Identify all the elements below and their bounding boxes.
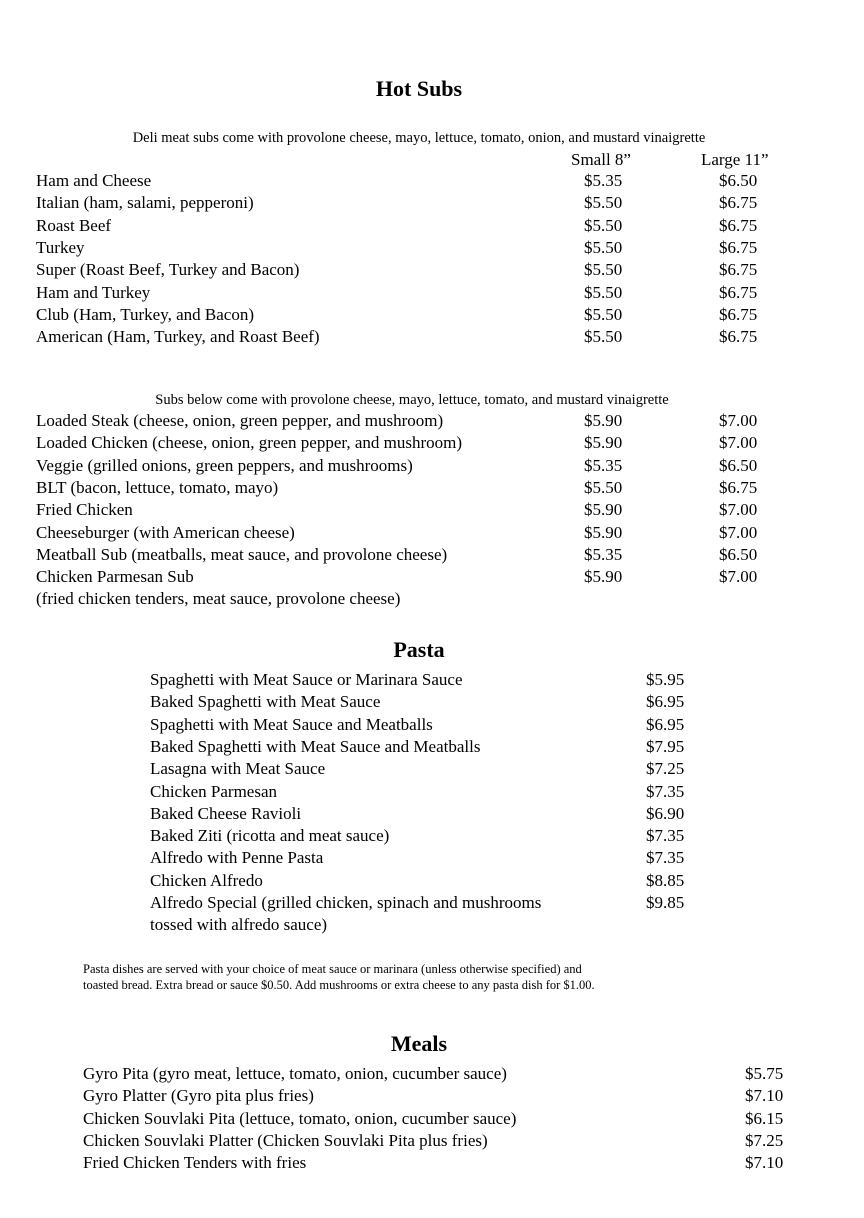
price: $5.75 [745, 1064, 784, 1083]
menu-row [0, 170, 864, 192]
item-name: Cheeseburger (with American cheese) [36, 522, 295, 542]
item-name: Spaghetti with Meat Sauce or Marinara Sauce [150, 670, 463, 689]
menu-row [0, 499, 864, 521]
menu-row [0, 326, 864, 348]
menu-row [0, 304, 864, 326]
item-name: BLT (bacon, lettuce, tomato, mayo) [36, 477, 279, 497]
item-name: Ham and Cheese [36, 171, 152, 190]
alfredo-special-continued: tossed with alfredo sauce) [150, 915, 328, 934]
menu-row [0, 1130, 864, 1152]
price: $8.85 [646, 870, 685, 890]
chicken-parm-description: (fried chicken tenders, meat sauce, provolone cheese) [36, 589, 401, 608]
menu-row [0, 259, 864, 281]
item-name: Ham and Turkey [36, 282, 151, 302]
price: $6.95 [646, 714, 685, 734]
item-name: Chicken Souvlaki Platter (Chicken Souvlaki Pita plus fries) [83, 1130, 488, 1150]
price-large: $6.75 [719, 193, 758, 213]
item-name: Baked Cheese Ravioli [150, 803, 302, 823]
price: $9.85 [646, 893, 685, 912]
price-small: $5.90 [584, 500, 623, 520]
price-small: $5.90 [584, 522, 623, 542]
price-large: $6.50 [719, 544, 758, 564]
price-large: $7.00 [719, 522, 758, 542]
col-header-small: Small 8” [571, 150, 631, 169]
item-name: Baked Spaghetti with Meat Sauce and Meatballs [150, 736, 481, 756]
price-large: $6.75 [719, 282, 758, 302]
hot-subs-note-deli: Deli meat subs come with provolone cheese, mayo, lettuce, tomato, onion, and mustard vinaigrette [132, 130, 706, 146]
price-small: $5.50 [584, 477, 623, 497]
item-name: Turkey [36, 237, 85, 257]
price-large: $6.75 [719, 260, 758, 280]
meals-title: Meals [390, 1031, 448, 1056]
price-large: $6.50 [719, 455, 758, 475]
item-name: Super (Roast Beef, Turkey and Bacon) [36, 260, 300, 280]
item-name: Alfredo with Penne Pasta [150, 848, 324, 868]
menu-row [0, 781, 864, 803]
menu-row [0, 410, 864, 432]
item-name: Chicken Alfredo [150, 870, 263, 890]
price-large: $7.00 [719, 411, 758, 430]
price: $7.25 [745, 1130, 784, 1150]
menu-row [0, 1063, 864, 1085]
price: $5.95 [646, 670, 685, 689]
price-small: $5.50 [584, 327, 623, 347]
item-name: Loaded Chicken (cheese, onion, green pepper, and mushroom) [36, 433, 463, 453]
price-small: $5.35 [584, 455, 623, 475]
price: $7.10 [745, 1086, 784, 1106]
price: $7.35 [646, 781, 685, 801]
menu-row [0, 1085, 864, 1107]
price-large: $6.75 [719, 237, 758, 257]
price-large: $7.00 [719, 433, 758, 453]
hot-subs-title: Hot Subs [375, 76, 463, 101]
menu-row [0, 847, 864, 869]
price-small: $5.35 [584, 544, 623, 564]
price-large: $6.50 [719, 171, 758, 190]
menu-row [0, 432, 864, 454]
item-name: Baked Spaghetti with Meat Sauce [150, 692, 381, 712]
price-small: $5.50 [584, 237, 623, 257]
item-name: Loaded Steak (cheese, onion, green pepper, and mushroom) [36, 411, 444, 430]
menu-row [0, 736, 864, 758]
item-name: Gyro Pita (gyro meat, lettuce, tomato, onion, cucumber sauce) [83, 1064, 507, 1083]
menu-row [0, 237, 864, 259]
item-name: Club (Ham, Turkey, and Bacon) [36, 304, 254, 324]
pasta-note-line1: Pasta dishes are served with your choice of meat sauce or marinara (unless otherwise specified) and [83, 962, 582, 976]
menu-row [0, 669, 864, 691]
price-large: $6.75 [719, 477, 758, 497]
price: $7.10 [745, 1153, 784, 1173]
price-small: $5.35 [584, 171, 623, 190]
item-name: Veggie (grilled onions, green peppers, and mushrooms) [36, 455, 413, 475]
price-small: $5.50 [584, 215, 623, 235]
price-large: $7.00 [719, 567, 758, 587]
menu-row [0, 192, 864, 214]
price: $7.35 [646, 848, 685, 868]
menu-row [0, 477, 864, 499]
price-large: $6.75 [719, 215, 758, 235]
item-name: Fried Chicken Tenders with fries [83, 1153, 307, 1173]
price-small: $5.90 [584, 411, 623, 430]
item-name: Baked Ziti (ricotta and meat sauce) [150, 826, 390, 846]
menu-row [0, 455, 864, 477]
price-small: $5.90 [584, 567, 623, 587]
price: $7.35 [646, 826, 685, 846]
item-name: Italian (ham, salami, pepperoni) [36, 193, 254, 213]
price: $6.15 [745, 1108, 784, 1128]
pasta-note-line2: toasted bread. Extra bread or sauce $0.50. Add mushrooms or extra cheese to any pasta dish for $1.00. [83, 978, 595, 992]
price-small: $5.50 [584, 304, 623, 324]
item-name: Gyro Platter (Gyro pita plus fries) [83, 1086, 314, 1106]
menu-row [0, 714, 864, 736]
menu-row [0, 282, 864, 304]
price: $7.95 [646, 736, 685, 756]
price: $6.95 [646, 692, 685, 712]
price: $6.90 [646, 803, 685, 823]
menu-row [0, 825, 864, 847]
menu-row [0, 522, 864, 544]
menu-row [0, 544, 864, 566]
price-small: $5.50 [584, 193, 623, 213]
item-name: Chicken Parmesan Sub [36, 567, 194, 587]
menu-row [0, 1108, 864, 1130]
hot-subs-note-specialty: Subs below come with provolone cheese, mayo, lettuce, tomato, and mustard vinaigrette [155, 392, 669, 408]
menu-row [0, 1152, 864, 1174]
item-name: Meatball Sub (meatballs, meat sauce, and provolone cheese) [36, 544, 448, 564]
price-large: $6.75 [719, 327, 758, 347]
col-header-large: Large 11” [701, 150, 769, 169]
item-name: Fried Chicken [36, 500, 133, 520]
pasta-title: Pasta [393, 637, 445, 662]
item-name: Chicken Parmesan [150, 781, 277, 801]
price: $7.25 [646, 759, 685, 779]
price-large: $7.00 [719, 500, 758, 520]
menu-row [0, 803, 864, 825]
menu-row [0, 566, 864, 588]
price-small: $5.50 [584, 260, 623, 280]
menu-row [0, 892, 864, 914]
menu-row [0, 758, 864, 780]
price-large: $6.75 [719, 304, 758, 324]
item-name: Chicken Souvlaki Pita (lettuce, tomato, onion, cucumber sauce) [83, 1108, 517, 1128]
item-name: Roast Beef [36, 215, 112, 235]
menu-row [0, 215, 864, 237]
item-name: Spaghetti with Meat Sauce and Meatballs [150, 714, 433, 734]
price-small: $5.50 [584, 282, 623, 302]
menu-row [0, 691, 864, 713]
price-small: $5.90 [584, 433, 623, 453]
menu-row [0, 870, 864, 892]
item-name: Lasagna with Meat Sauce [150, 759, 326, 779]
item-name: Alfredo Special (grilled chicken, spinach and mushrooms [150, 893, 542, 912]
item-name: American (Ham, Turkey, and Roast Beef) [36, 327, 320, 347]
